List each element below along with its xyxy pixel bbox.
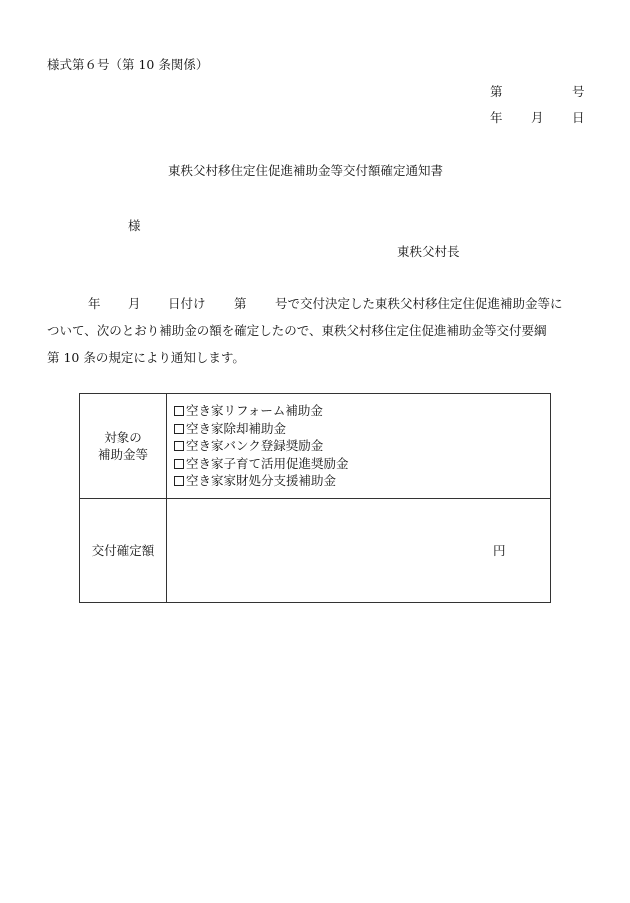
recipient-honorific: 様 [128,218,141,233]
subsidy-option[interactable] [174,455,550,473]
checkbox-icon[interactable] [174,476,184,486]
subsidy-option-label: 空き家バンク登録奨励金 [186,438,324,454]
confirmed-amount-field[interactable] [167,499,551,603]
yen-unit: 円 [493,543,506,558]
checkbox-icon[interactable] [174,406,184,416]
subsidy-option[interactable] [174,472,550,490]
confirmed-amount-label: 交付確定額 [80,499,167,603]
doc-number-suffix: 号 [572,84,585,99]
subsidy-option-label: 空き家除却補助金 [186,420,287,436]
subsidy-option-label: 空き家リフォーム補助金 [186,403,323,419]
form-number: 様式第６号（第 10 条関係） [47,57,209,72]
checkbox-icon[interactable] [174,424,184,434]
subsidy-option[interactable] [174,402,550,420]
subsidy-type-label-line-2: 補助金等 [97,447,148,462]
body-year: 年 [88,296,101,311]
subsidy-option-label: 空き家子育て活用促進奨励金 [186,455,349,471]
subsidy-option[interactable] [174,437,550,455]
doc-date-year: 年 [490,110,503,125]
table-row [80,499,551,603]
body-number-prefix: 第 [234,296,247,311]
body-line-3: 第 10 条の規定により通知します。 [47,350,245,365]
subsidy-type-label-line-1: 対象の [104,430,142,445]
subsidy-options-list [167,402,550,490]
subsidy-option[interactable] [174,420,550,438]
body-line-2: ついて、次のとおり補助金の額を確定したので、東秩父村移住定住促進補助金等交付要綱 [47,323,547,338]
subsidy-option-label: 空き家家財処分支援補助金 [186,473,337,489]
checkbox-icon[interactable] [174,441,184,451]
document-title: 東秩父村移住定住促進補助金等交付額確定通知書 [168,163,444,178]
subsidy-type-label [80,394,167,499]
checkbox-icon[interactable] [174,459,184,469]
subsidy-options-cell [167,394,551,499]
body-line-1-rest: 号で交付決定した東秩父村移住定住促進補助金等に [275,296,563,311]
table-row [80,394,551,499]
sender-name: 東秩父村長 [397,244,460,259]
doc-date-day: 日 [572,110,585,125]
doc-number-prefix: 第 [490,84,503,99]
subsidy-table [79,393,551,603]
body-dated: 日付け [168,296,206,311]
doc-date-month: 月 [531,110,544,125]
body-month: 月 [128,296,141,311]
